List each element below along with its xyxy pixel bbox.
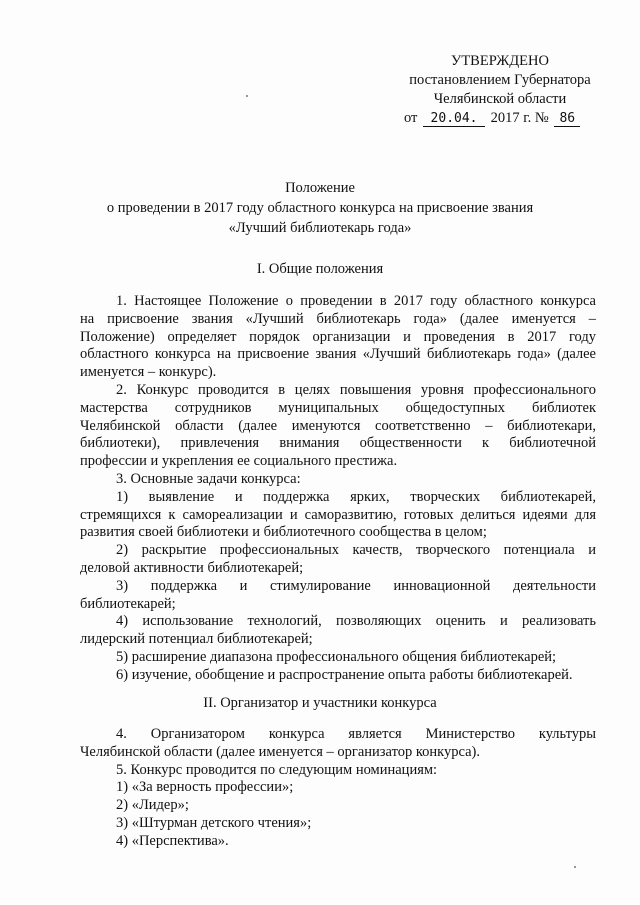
approval-date-field: 20.04. — [423, 111, 485, 127]
approval-stamp — [400, 52, 600, 128]
list-item-line: 4) использование технологий, позволяющих оценить и реализовать — [116, 613, 596, 630]
list-item-line: 3) «Штурман детского чтения»; — [116, 814, 312, 831]
paragraph-line: на присвоение звания «Лучший библиотекарь года» (далее именуется – — [80, 310, 596, 327]
section-2-body — [80, 726, 596, 851]
list-item-line: лидерский потенциал библиотекарей; — [80, 631, 313, 648]
paragraph-line: мастерства сотрудников муниципальных общедоступных библиотек — [80, 399, 596, 416]
approval-line-1: постановлением Губернатора — [409, 72, 591, 88]
list-item-line: 5) расширение диапазона профессионального общения библиотекарей; — [116, 648, 557, 665]
list-item-line: 4) «Перспектива». — [116, 832, 229, 849]
approval-line-2: Челябинской области — [433, 91, 567, 107]
paragraph-line: 3. Основные задачи конкурса: — [116, 470, 301, 487]
scan-speck — [574, 866, 576, 868]
scan-speck — [246, 95, 248, 97]
list-item-line: 1) выявление и поддержка ярких, творческих библиотекарей, — [116, 488, 596, 505]
approval-year: 2017 г. № — [490, 110, 549, 126]
approval-status: УТВЕРЖДЕНО — [451, 53, 549, 69]
list-item-line: 1) «За верность профессии»; — [116, 779, 294, 796]
section-1-heading: I. Общие положения — [256, 261, 384, 277]
list-item-line: деловой активности библиотекарей; — [80, 559, 304, 576]
paragraph-line: 1. Настоящее Положение о проведении в 2017 году областного конкурса — [116, 293, 596, 309]
list-item-line: 2) раскрытие профессиональных качеств, творческого потенциала и — [116, 542, 596, 559]
section-2-heading: II. Организатор и участники конкурса — [203, 695, 437, 711]
paragraph-line: Положение) определяет порядок организации и проведения в 2017 году — [80, 328, 596, 345]
title-line-1: Положение — [285, 180, 355, 196]
list-item-line: развития своей библиотеки и библиотечного сообщества в целом; — [80, 524, 487, 541]
list-item-line: библиотекарей; — [80, 595, 176, 612]
paragraph-line: 4. Организатором конкурса является Министерство культуры — [116, 726, 596, 742]
title-line-3: «Лучший библиотекарь года» — [228, 220, 412, 236]
title-line-2: о проведении в 2017 году областного конкурса на присвоение звания — [106, 200, 534, 216]
paragraph-line: Челябинской области (далее именуются соответственно – библиотекари, — [80, 417, 596, 434]
approval-date-prefix: от — [404, 110, 418, 126]
section-1-body — [80, 293, 596, 685]
approval-number-field: 86 — [554, 111, 580, 127]
paragraph-line: профессии и укрепления ее социального престижа. — [80, 453, 398, 470]
list-item-line: 2) «Лидер»; — [116, 797, 189, 814]
paragraph-line: Челябинской области (далее именуется – организатор конкурса). — [80, 743, 481, 760]
paragraph-line: областного конкурса на присвоение звания «Лучший библиотекарь года» (далее — [80, 346, 596, 363]
paragraph-line: именуется – конкурс). — [80, 364, 217, 381]
list-item-line: 6) изучение, обобщение и распространение опыта работы библиотекарей. — [116, 666, 573, 683]
paragraph-line: 5. Конкурс проводится по следующим номинациям: — [116, 761, 438, 778]
document-title — [60, 178, 580, 238]
list-item-line: 3) поддержка и стимулирование инновационной деятельности — [116, 577, 596, 594]
paragraph-line: 2. Конкурс проводится в целях повышения уровня профессионального — [116, 381, 596, 398]
approval-date-line — [400, 109, 600, 128]
list-item-line: стремящихся к самореализации и саморазвитию, готовых делиться идеями для — [80, 506, 596, 523]
paragraph-line: библиотеки), привлечения внимания общественности к библиотечной — [80, 435, 596, 452]
